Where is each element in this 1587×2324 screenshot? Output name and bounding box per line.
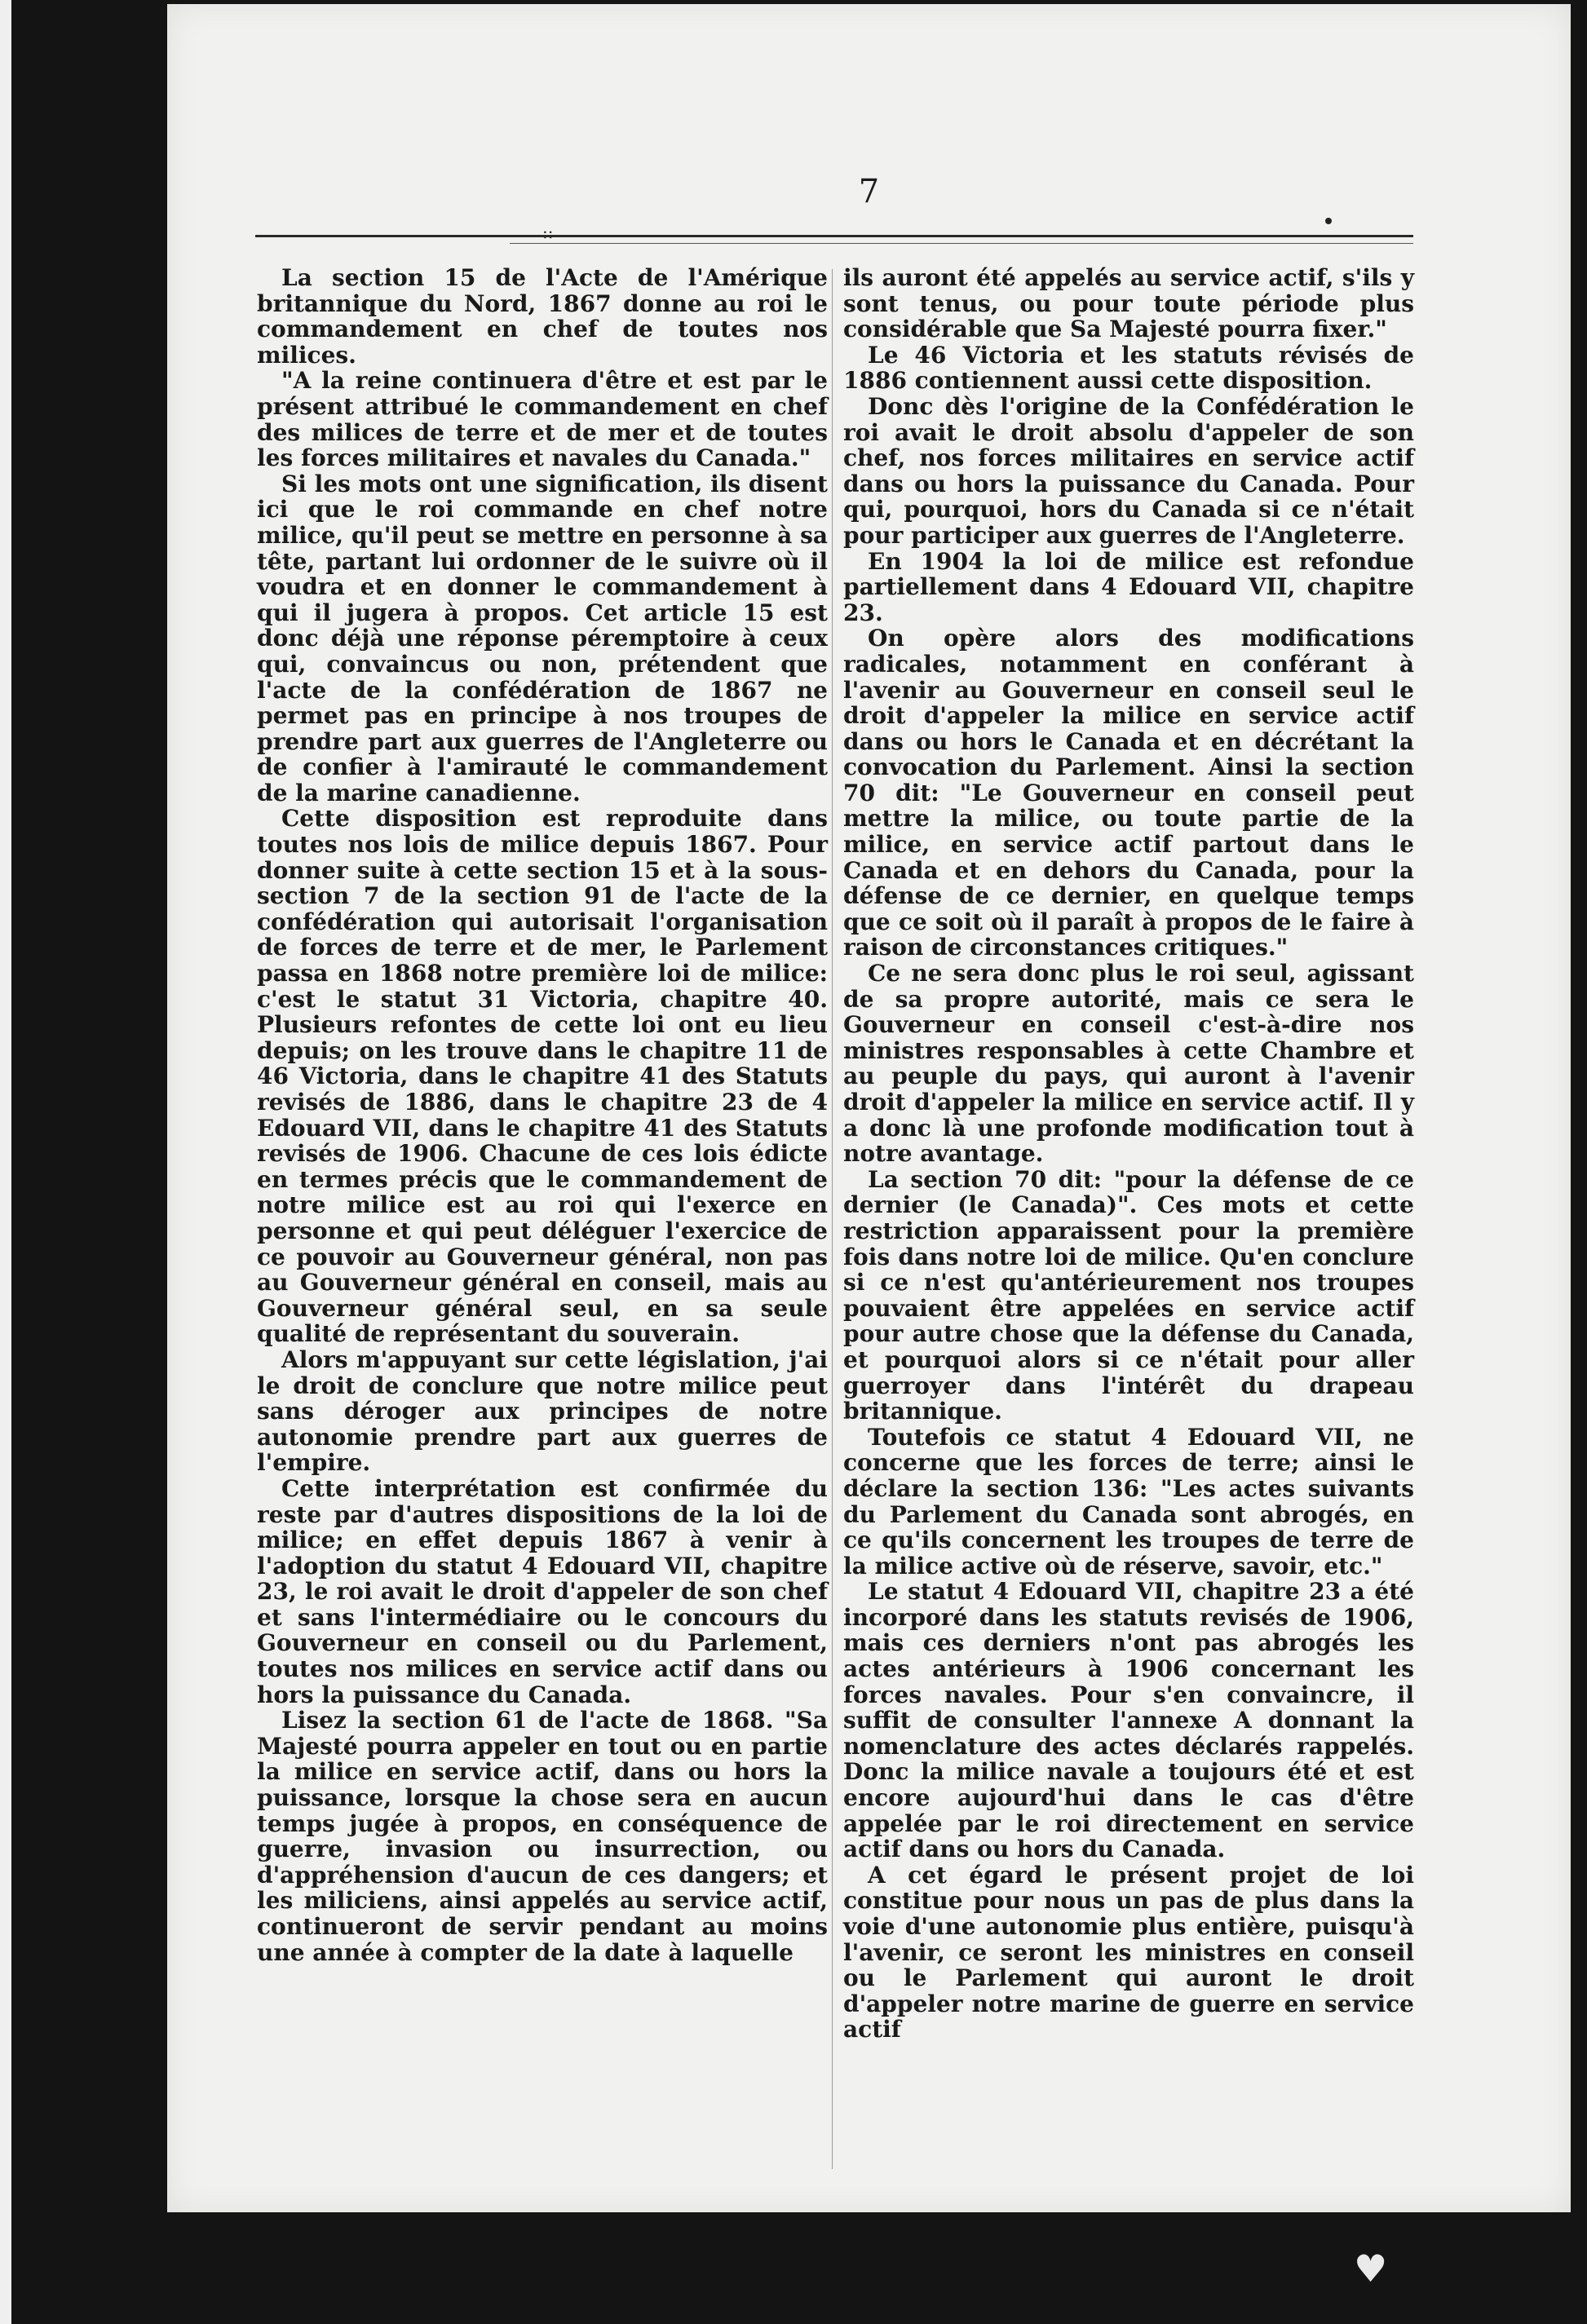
ink-dot: [1325, 218, 1332, 224]
paragraph: La section 15 de l'Acte de l'Amérique britannique du Nord, 1867 donne au roi le commandement en chef de toutes nos milices.: [257, 264, 828, 369]
paragraph: Le statut 4 Edouard VII, chapitre 23 a été incorporé dans les statuts revisés de 1906, mais ces derniers n'ont pas abrogés les actes antérieurs à 1906 concernant les forces navales. Pour s'en convaincre, il suffit de consulter l'annexe A donnant la nomenclature des actes déclarés rappelés. Donc la milice navale a toujours été et est encore aujourd'hui dans le cas d'être appelée par le roi directement en service actif dans ou hors du Canada.: [843, 1578, 1414, 1863]
paragraph: Le 46 Victoria et les statuts révisés de 1886 contiennent aussi cette disposition.: [843, 341, 1414, 395]
header-rule: [255, 235, 1413, 237]
paragraph: ils auront été appelés au service actif, s'ils y sont tenus, ou pour toute période plus considérable que Sa Majesté pourra fixer.": [843, 264, 1414, 343]
paragraph: La section 70 dit: "pour la défense de ce dernier (le Canada)". Ces mots et cette restriction apparaissent pour la première fois dans notre loi de milice. Qu'en conclure si ce n'est qu'antérieurement nos troupes pouvaient être appelées en service actif pour autre chose que la défense du Canada, et pourquoi alors si ce n'était pour aller guerroyer dans l'intérêt du drapeau britannique.: [843, 1165, 1414, 1425]
paragraph: Cette disposition est reproduite dans toutes nos lois de milice depuis 1867. Pour donner suite à cette section 15 et à la sous-section 7 de la section 91 de l'acte de la confédération qui autorisait l'organisation de forces de terre et de mer, le Parlement passa en 1868 notre première loi de milice: c'est le statut 31 Victoria, chapitre 40. Plusieurs refontes de cette loi ont eu lieu depuis; on les trouve dans le chapitre 11 de 46 Victoria, dans le chapitre 41 des Statuts revisés de 1886, dans le chapitre 23 de 4 Edouard VII, dans le chapitre 41 des Statuts revisés de 1906. Chacune de ces lois édicte en termes précis que le commandement de notre milice est au roi qui l'exerce en personne et qui peut déléguer l'exercice de ce pouvoir au Gouverneur général, non pas au Gouverneur général en conseil, mais au Gouverneur général seul, en sa seule qualité de représentant du souverain.: [257, 805, 828, 1348]
paragraph: Donc dès l'origine de la Confédération le roi avait le droit absolu d'appeler de son chef, nos forces militaires en service actif dans ou hors la puissance du Canada. Pour qui, pourquoi, hors du Canada si ce n'était pour participer aux guerres de l'Angleterre.: [843, 392, 1414, 549]
paragraph: A cet égard le présent projet de loi constitue pour nous un pas de plus dans la voie d'une autonomie plus entière, puisqu'à l'avenir, ce seront les ministres en conseil ou le Parlement qui auront le droit d'appeler notre marine de guerre en service actif: [843, 1861, 1414, 2043]
left-column: [257, 265, 828, 1965]
paragraph: Si les mots ont une signification, ils disent ici que le roi commande en chef notre milice, qu'il peut se mettre en personne à sa tête, partant lui ordonner de le suivre où il voudra et en donner le commandement à qui il jugera à propos. Cet article 15 est donc déjà une réponse péremptoire à ceux qui, convaincus ou non, prétendent que l'acte de la confédération de 1867 ne permet pas en principe à nos troupes de prendre part aux guerres de l'Angleterre ou de confier à l'amirauté le commandement de la marine canadienne.: [257, 470, 828, 806]
rule-ornament: ::: [542, 223, 554, 242]
paragraph: Ce ne sera donc plus le roi seul, agissant de sa propre autorité, mais ce sera le Gouverneur en conseil c'est-à-dire nos ministres responsables à cette Chambre et au peuple du pays, qui auront à l'avenir droit d'appeler la milice en service actif. Il y a donc là une profonde modification tout à notre avantage.: [843, 960, 1414, 1168]
paragraph: Cette interprétation est confirmée du reste par d'autres dispositions de la loi de milice; en effet depuis 1867 à venir à l'adoption du statut 4 Edouard VII, chapitre 23, le roi avait le droit d'appeler de son chef et sans l'intermédiaire ou le concours du Gouverneur en conseil ou du Parlement, toutes nos milices en service actif dans ou hors la puissance du Canada.: [257, 1474, 828, 1708]
scan-corner-icon: ♥: [1354, 2247, 1388, 2291]
column-divider: [832, 269, 833, 2169]
paragraph: En 1904 la loi de milice est refondue partiellement dans 4 Edouard VII, chapitre 23.: [843, 547, 1414, 626]
paragraph: Alors m'appuyant sur cette législation, j'ai le droit de conclure que notre milice peut sans déroger aux principes de notre autonomie prendre part aux guerres de l'empire.: [257, 1345, 828, 1477]
header-rule-thin: [510, 243, 1413, 244]
paragraph: Lisez la section 61 de l'acte de 1868. "Sa Majesté pourra appeler en tout ou en partie la milice en service actif, dans ou hors la puissance, lorsque la chose sera en aucun temps jugée à propos, en conséquence de guerre, invasion ou insurrection, ou d'appréhension d'aucun de ces dangers; et les miliciens, ainsi appelés au service actif, continueront de servir pendant au moins une année à compter de la date à laquelle: [257, 1707, 828, 1966]
right-column: [843, 265, 1414, 2043]
page-number: 7: [858, 173, 880, 210]
adjacent-page-edge: [0, 0, 11, 2324]
paragraph: On opère alors des modifications radicales, notamment en conférant à l'avenir au Gouverneur en conseil seul le droit d'appeler la milice en service actif dans ou hors le Canada et en décrétant la convocation du Parlement. Ainsi la section 70 dit: "Le Gouverneur en conseil peut mettre la milice, ou toute partie de la milice, en service actif partout dans le Canada et en dehors du Canada, pour la défense de ce dernier, en quelque temps que ce soit où il paraît à propos de le faire à raison de circonstances critiques.": [843, 625, 1414, 961]
paragraph: "A la reine continuera d'être et est par le présent attribué le commandement en chef des milices de terre et de mer et de toutes les forces militaires et navales du Canada.": [257, 367, 828, 472]
document-page: [167, 4, 1571, 2212]
paragraph: Toutefois ce statut 4 Edouard VII, ne concerne que les forces de terre; ainsi le déclare la section 136: "Les actes suivants du Parlement du Canada sont abrogés, en ce qu'ils concernent les troupes de terre de la milice active où de réserve, savoir, etc.": [843, 1423, 1414, 1580]
